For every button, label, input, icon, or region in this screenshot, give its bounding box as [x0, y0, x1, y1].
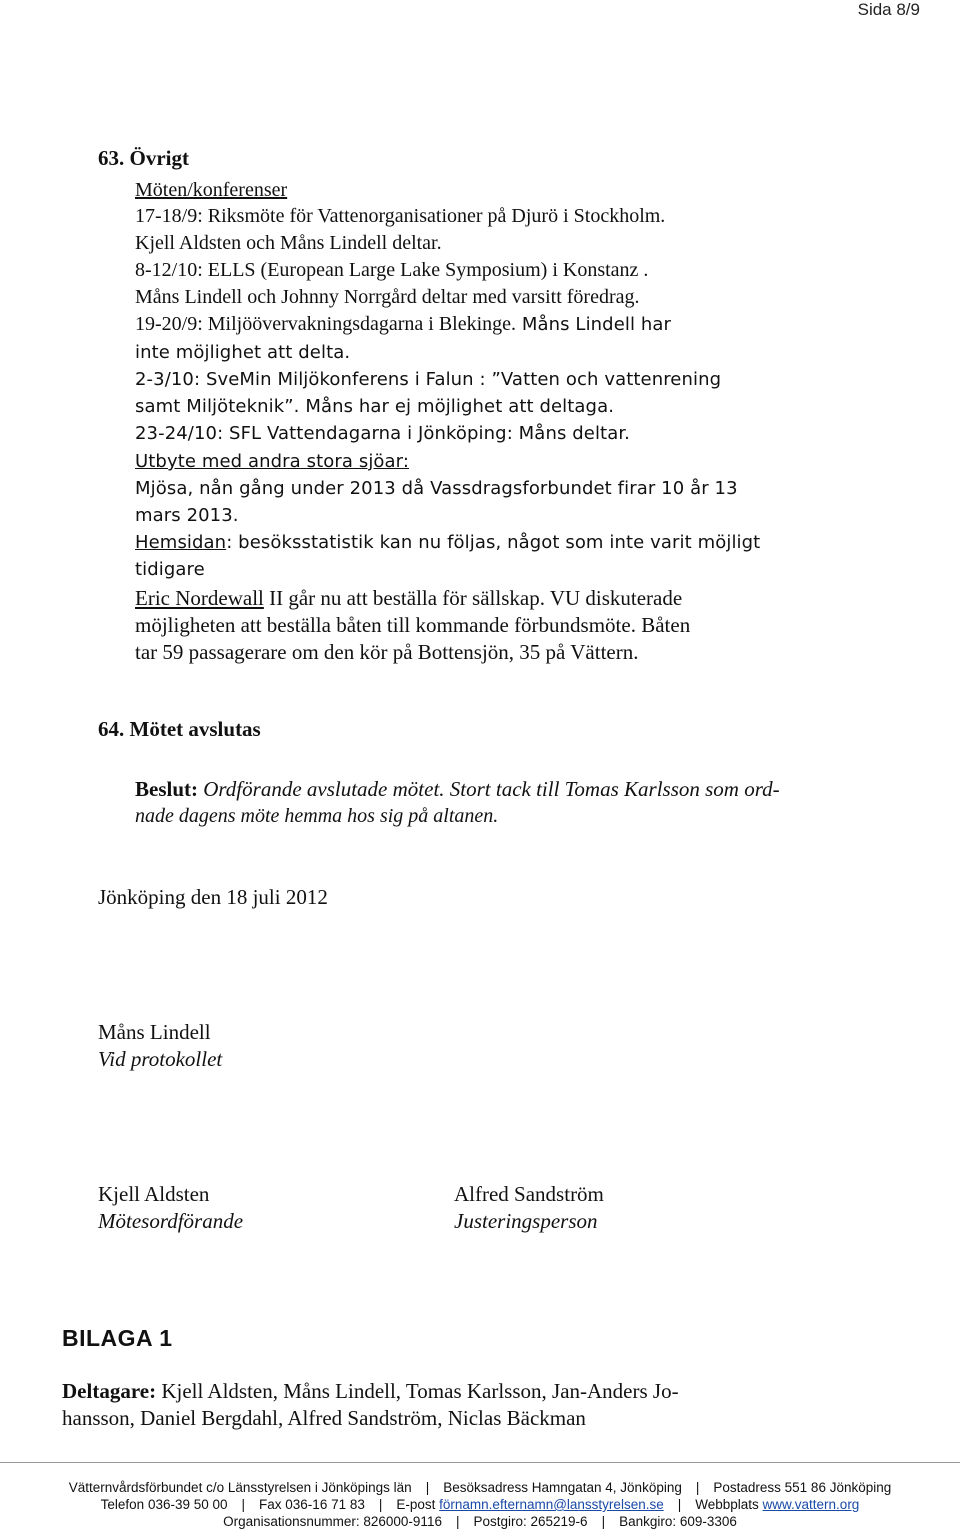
- footer-row: [0, 1514, 960, 1529]
- meeting-line: 17-18/9: Riksmöte för Vattenorganisationer på Djurö i Stockholm.: [135, 205, 666, 227]
- footer-fax: Fax 036-16 71 83: [259, 1497, 365, 1512]
- meeting-line: 8-12/10: ELLS (European Large Lake Symposium) i Konstanz .: [135, 259, 649, 281]
- meeting-line: Kjell Aldsten och Måns Lindell deltar.: [135, 232, 442, 254]
- lakes-line: Mjösa, nån gång under 2013 då Vassdragsforbundet firar 10 år 13: [135, 478, 738, 499]
- place-date: Jönköping den 18 juli 2012: [98, 885, 328, 909]
- adjuster-role: Justeringsperson: [454, 1209, 598, 1233]
- meeting-line: inte möjlighet att delta.: [135, 342, 351, 363]
- meeting-line: 2-3/10: SveMin Miljökonferens i Falun : ”Vatten och vattenrening: [135, 369, 722, 390]
- footer-separator: |: [695, 1480, 700, 1495]
- chair-name: Kjell Aldsten: [98, 1182, 210, 1206]
- boat-line: möjligheten att beställa båten till kommande förbundsmöte. Båten: [135, 613, 691, 637]
- appendix-title: BILAGA 1: [62, 1325, 173, 1351]
- footer-separator: |: [425, 1480, 430, 1495]
- decision-line: nade dagens möte hemma hos sig på altanen.: [135, 805, 499, 827]
- meeting-text: 19-20/9: Miljöövervakningsdagarna i Blekinge.: [135, 313, 517, 335]
- lakes-label: Utbyte med andra stora sjöar:: [135, 451, 410, 472]
- adjuster-name: Alfred Sandström: [454, 1182, 604, 1206]
- footer-separator: |: [241, 1497, 246, 1512]
- boat-label: Eric Nordewall: [135, 586, 264, 610]
- meeting-line: Måns Lindell och Johnny Norrgård deltar med varsitt föredrag.: [135, 286, 640, 308]
- meeting-text: Måns Lindell har: [516, 314, 672, 335]
- participants-text: Kjell Aldsten, Måns Lindell, Tomas Karlsson, Jan-Anders Jo-: [156, 1379, 679, 1403]
- website-line: tidigare: [135, 559, 205, 580]
- boat-text: II går nu att beställa för sällskap. VU diskuterade: [263, 586, 683, 610]
- secretary-role: Vid protokollet: [98, 1047, 223, 1071]
- footer-row: [0, 1480, 960, 1495]
- website-line: [135, 532, 760, 553]
- participants-line: hansson, Daniel Bergdahl, Alfred Sandström, Niclas Bäckman: [62, 1406, 586, 1430]
- footer-post: Postadress 551 86 Jönköping: [713, 1480, 892, 1495]
- meeting-line: 23-24/10: SFL Vattendagarna i Jönköping: Måns deltar.: [135, 423, 631, 444]
- participants-line: [62, 1379, 679, 1404]
- secretary-name: Måns Lindell: [98, 1020, 211, 1044]
- footer-orgnr: Organisationsnummer: 826000-9116: [223, 1514, 442, 1529]
- footer-row: [0, 1497, 960, 1512]
- footer-bankgiro: Bankgiro: 609-3306: [619, 1514, 737, 1529]
- lakes-line: mars 2013.: [135, 505, 239, 526]
- footer-separator: |: [378, 1497, 383, 1512]
- boat-line: tar 59 passagerare om den kör på Bottensjön, 35 på Vättern.: [135, 640, 639, 664]
- chair-role: Mötesordförande: [98, 1209, 244, 1233]
- footer-divider: [0, 1462, 960, 1463]
- footer-email-prefix: E-post: [396, 1497, 440, 1512]
- footer-visit: Besöksadress Hamngatan 4, Jönköping: [443, 1480, 682, 1495]
- footer-separator: |: [677, 1497, 682, 1512]
- footer-separator: |: [455, 1514, 460, 1529]
- footer-email-link[interactable]: förnamn.efternamn@lansstyrelsen.se: [439, 1497, 664, 1512]
- website-label: Hemsidan: [135, 532, 227, 553]
- section-64-heading: 64. Mötet avslutas: [98, 717, 261, 741]
- footer-org: Vätternvårdsförbundet c/o Länsstyrelsen i Jönköpings län: [68, 1480, 412, 1495]
- participants-label: Deltagare:: [62, 1379, 157, 1403]
- meetings-label: Möten/konferenser: [135, 179, 288, 201]
- decision-text: Ordförande avslutade mötet. Stort tack till Tomas Karlsson som ord-: [198, 777, 780, 801]
- decision-line: [135, 777, 780, 802]
- page-number: Sida 8/9: [857, 0, 920, 19]
- website-text: : besöksstatistik kan nu följas, något som inte varit möjligt: [226, 532, 761, 553]
- footer-phone: Telefon 036-39 50 00: [100, 1497, 228, 1512]
- footer-web-prefix: Webbplats: [695, 1497, 763, 1512]
- decision-label: Beslut:: [135, 777, 198, 801]
- meeting-line: samt Miljöteknik”. Måns har ej möjlighet att deltaga.: [135, 396, 615, 417]
- section-63-heading: 63. Övrigt: [98, 146, 189, 170]
- footer-postgiro: Postgiro: 265219-6: [473, 1514, 588, 1529]
- boat-line: [135, 586, 682, 611]
- footer-separator: |: [601, 1514, 606, 1529]
- footer-web-link[interactable]: www.vattern.org: [762, 1497, 860, 1512]
- meeting-line: [135, 313, 671, 336]
